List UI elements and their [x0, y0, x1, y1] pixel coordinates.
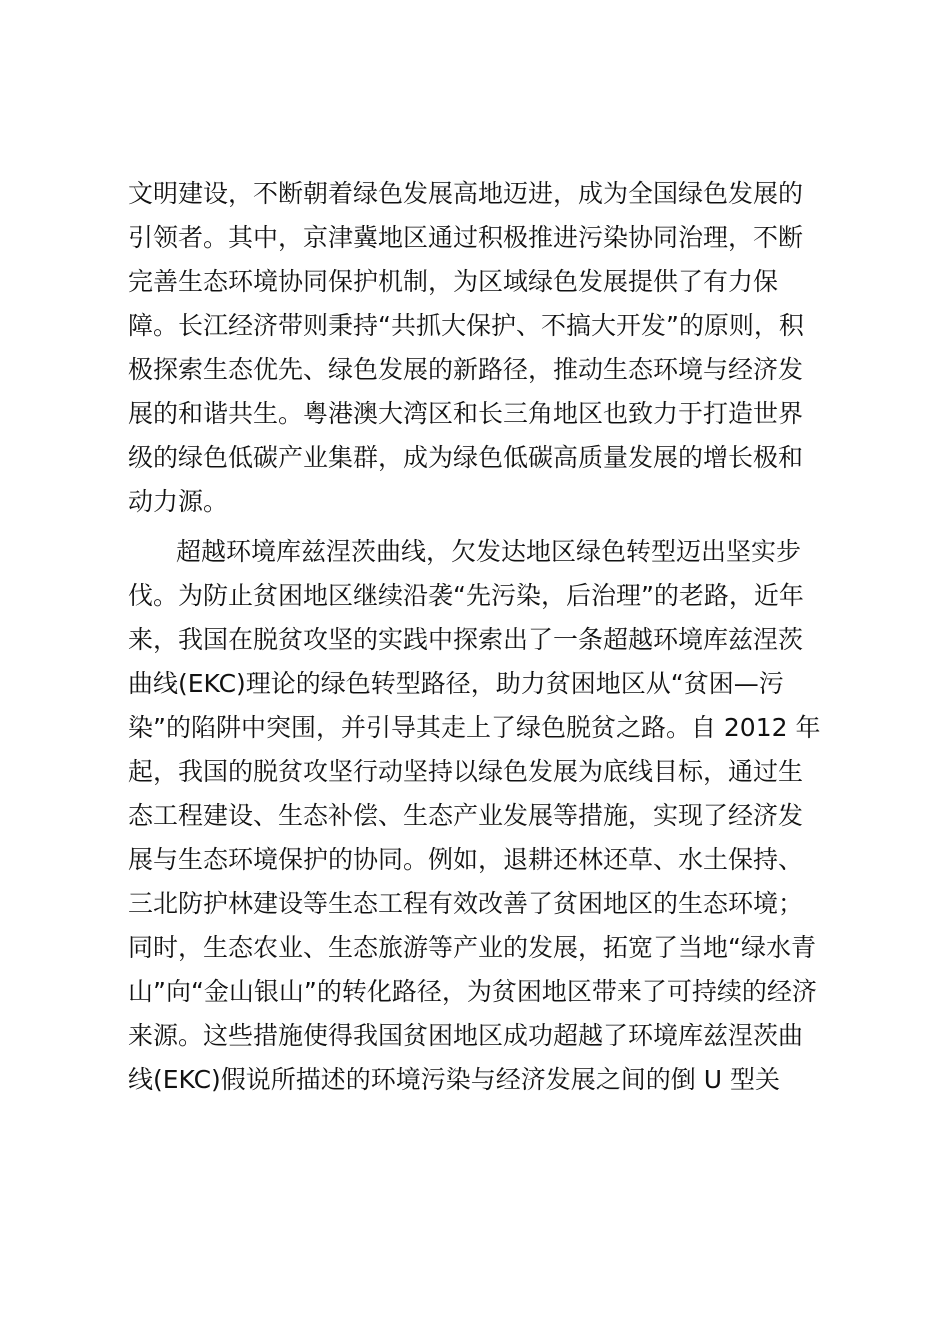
paragraph-line: 伐。为防止贫困地区继续沿袭“先污染，后治理”的老路，近年: [128, 581, 804, 610]
paragraph-line: 来，我国在脱贫攻坚的实践中探索出了一条超越环境库兹涅茨: [128, 625, 804, 654]
paragraph-line: 同时，生态农业、生态旅游等产业的发展，拓宽了当地“绿水青: [128, 933, 816, 962]
paragraph-line: 展的和谐共生。粤港澳大湾区和长三角地区也致力于打造世界: [128, 399, 804, 428]
paragraph-line: 来源。这些措施使得我国贫困地区成功超越了环境库兹涅茨曲: [128, 1021, 804, 1050]
paragraph-line: 展与生态环境保护的协同。例如，退耕还林还草、水土保持、: [128, 845, 804, 874]
paragraph-line: 山”向“金山银山”的转化路径，为贫困地区带来了可持续的经济: [128, 977, 817, 1006]
paragraph-line: 极探索生态优先、绿色发展的新路径，推动生态环境与经济发: [128, 355, 804, 384]
paragraph-line: 障。长江经济带则秉持“共抓大保护、不搞大开发”的原则，积: [128, 311, 804, 340]
paragraph-line: 三北防护林建设等生态工程有效改善了贫困地区的生态环境；: [128, 889, 804, 918]
paragraph-line: 线(EKC)假说所描述的环境污染与经济发展之间的倒 U 型关: [128, 1065, 780, 1094]
paragraph-line: 态工程建设、生态补偿、生态产业发展等措施，实现了经济发: [128, 801, 804, 830]
paragraph-line: 文明建设，不断朝着绿色发展高地迈进，成为全国绿色发展的: [128, 179, 804, 208]
paragraph-line: 完善生态环境协同保护机制，为区域绿色发展提供了有力保: [128, 267, 779, 296]
paragraph-line: 染”的陷阱中突围，并引导其走上了绿色脱贫之路。自 2012 年: [128, 713, 821, 742]
paragraph-line: 超越环境库兹涅茨曲线，欠发达地区绿色转型迈出坚实步: [176, 537, 802, 566]
paragraph-line: 动力源。: [128, 487, 229, 516]
paragraph-line: 起，我国的脱贫攻坚行动坚持以绿色发展为底线目标，通过生: [128, 757, 804, 786]
paragraph-line: 曲线(EKC)理论的绿色转型路径，助力贫困地区从“贫困—污: [128, 669, 784, 698]
paragraph-line: 级的绿色低碳产业集群，成为绿色低碳高质量发展的增长极和: [128, 443, 804, 472]
paragraph-line: 引领者。其中，京津冀地区通过积极推进污染协同治理，不断: [128, 223, 804, 252]
